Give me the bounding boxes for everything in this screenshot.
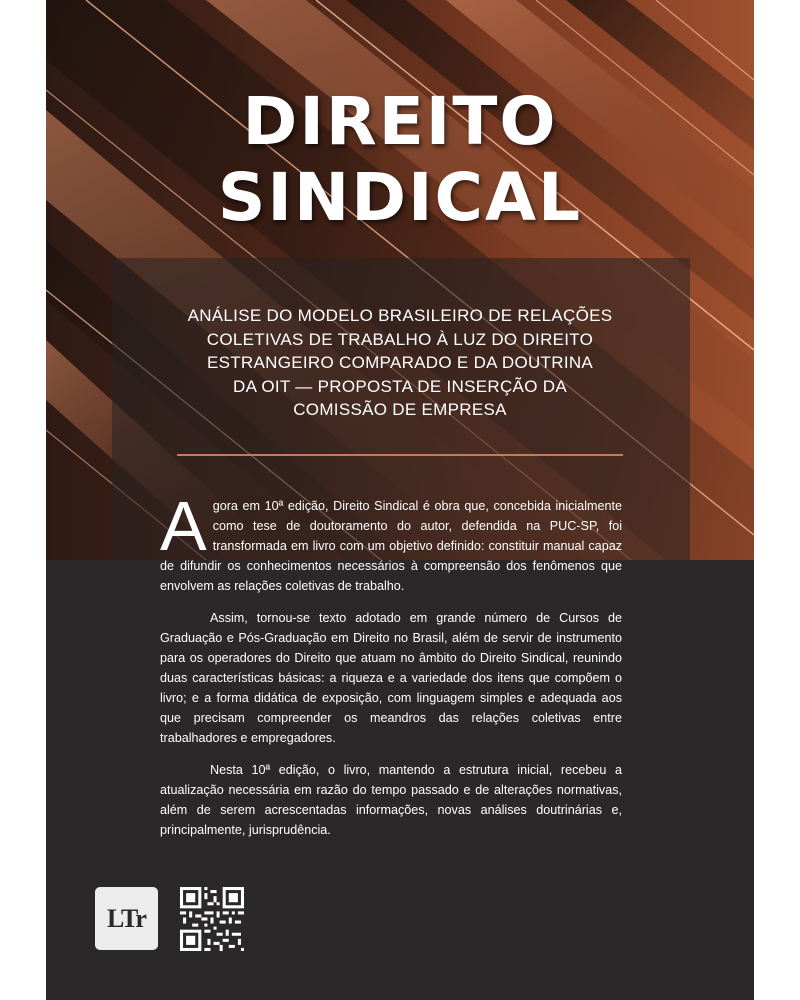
title-line-2: SINDICAL xyxy=(217,159,583,236)
subtitle-line: COLETIVAS DE TRABALHO À LUZ DO DIREITO xyxy=(206,329,594,349)
synopsis-paragraph-3: Nesta 10ª edição, o livro, mantendo a estrutura inicial, recebeu a atualização necessária em razão do tempo passado e de alterações normativas, além de serem acrescentadas informações, novas análises doutrinárias e, principalmente, jurisprudência. xyxy=(160,763,622,837)
subtitle-line: DA OIT — PROPOSTA DE INSERÇÃO DA xyxy=(233,376,567,396)
book-back-cover xyxy=(46,0,754,1000)
subtitle-line: ESTRANGEIRO COMPARADO E DA DOUTRINA xyxy=(206,353,594,372)
subtitle-line: COMISSÃO DE EMPRESA xyxy=(293,400,507,419)
publisher-logo-text: LTr xyxy=(107,903,146,933)
publisher-logo xyxy=(95,887,158,950)
paragraph-1-text: gora em 10ª edição, Direito Sindical é obra que, concebida inicialmente como tese de doutoramento do autor, defendida na PUC-SP, foi transformada em livro com um objetivo definido: constituir manual capaz de difundir os conhecimentos necessários à compreensão dos fenômenos que envolvem as relações coletivas de trabalho. xyxy=(160,499,622,593)
synopsis xyxy=(160,487,622,852)
synopsis-paragraph-2: Assim, tornou-se texto adotado em grande número de Cursos de Graduação e Pós-Graduação em Direito no Brasil, além de servir de instrumento para os operadores do Direito que atuam no âmbito do Direito Sindical, reunindo duas características básicas: a riqueza e a variedade dos itens que compõem o livro; e a forma didática de exposição, com linguagem simples e adequada aos que precisam compreender os meandros das relações coletivas entre trabalhadores e empregadores. xyxy=(160,611,622,745)
copper-divider xyxy=(177,454,623,456)
drop-cap: A xyxy=(160,487,207,565)
subtitle-line: ANÁLISE DO MODELO BRASILEIRO DE RELAÇÕES xyxy=(187,306,613,325)
subtitle xyxy=(132,304,668,422)
qr-code-icon[interactable] xyxy=(180,887,244,951)
title-line-1: DIREITO xyxy=(242,83,558,160)
synopsis-paragraph-1 xyxy=(160,487,622,596)
